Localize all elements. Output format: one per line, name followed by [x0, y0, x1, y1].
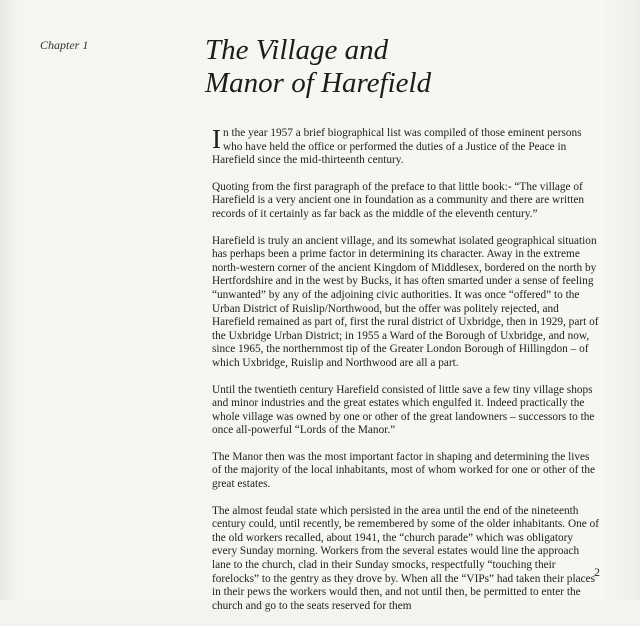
- title-line-2: Manor of Harefield: [205, 67, 432, 99]
- paragraph-2: Quoting from the first paragraph of the preface to that little book:- “The village of Harefield is a very ancient one in foundation as a community and there are written records of it certainly as far back as the middle of the eleventh century.”: [212, 180, 585, 220]
- body-text: [212, 124, 600, 626]
- title-line-1: The Village and: [205, 34, 389, 66]
- page-title: [205, 34, 605, 100]
- paragraph-6: The almost feudal state which persisted in the area until the end of the nineteenth century could, until recently, be remembered by some of the older inhabitants. One of the old workers recalled, about 1941, the “church parade” which was obligatory every Sunday morning. Workers from the several estates would line the approach lane to the church, clad in their Sunday smocks, respectfully “touching their forelocks” to the gentry as they drove by. When all the “VIPs” had taken their places in their pews the workers would then, and not until then, be permitted to enter the church and go to the seats reserved for them: [212, 504, 600, 612]
- drop-cap: I: [212, 124, 221, 154]
- paragraph-4: Until the twentieth century Harefield consisted of little save a few tiny village shops and minor industries and the great estates which engulfed it. Indeed practically the whole village was owned by one or other of the great landowners – successors to the once all-powerful “Lords of the Manor.”: [212, 383, 595, 437]
- paragraph-5: The Manor then was the most important factor in shaping and determining the lives of the majority of the local inhabitants, most of whom worked for one or other of the great estates.: [212, 450, 596, 491]
- chapter-label: Chapter 1: [40, 38, 89, 52]
- paragraph-3: Harefield is truly an ancient village, and its somewhat isolated geographical situation has perhaps been a prime factor in determining its character. Away in the extreme north-western corner of the ancient Kingdom of Middlesex, bordered on the north by Hertfordshire and in the west by Bucks, it has often smarted under a sense of feeling “unwanted” by any of the adjoining civic authorities. It was once “offered” to the Urban District of Ruislip/Northwood, but the offer was politely rejected, and Harefield remained as part of, first the rural district of Uxbridge, then in 1929, part of the Uxbridge Urban District; in 1955 a Ward of the Borough of Uxbridge, and now, since 1965, the northernmost tip of the Greater London Borough of Hillingdon – of which Uxbridge, Ruislip and Northwood are all a part.: [212, 234, 599, 369]
- page-number: 2: [594, 565, 600, 579]
- paragraph-1: [212, 124, 600, 168]
- paragraph-1-text: n the year 1957 a brief biographical list was compiled of those eminent persons who have held the office or performed the duties of a Justice of the Peace in Harefield since the mid-thirteenth century.: [212, 127, 582, 167]
